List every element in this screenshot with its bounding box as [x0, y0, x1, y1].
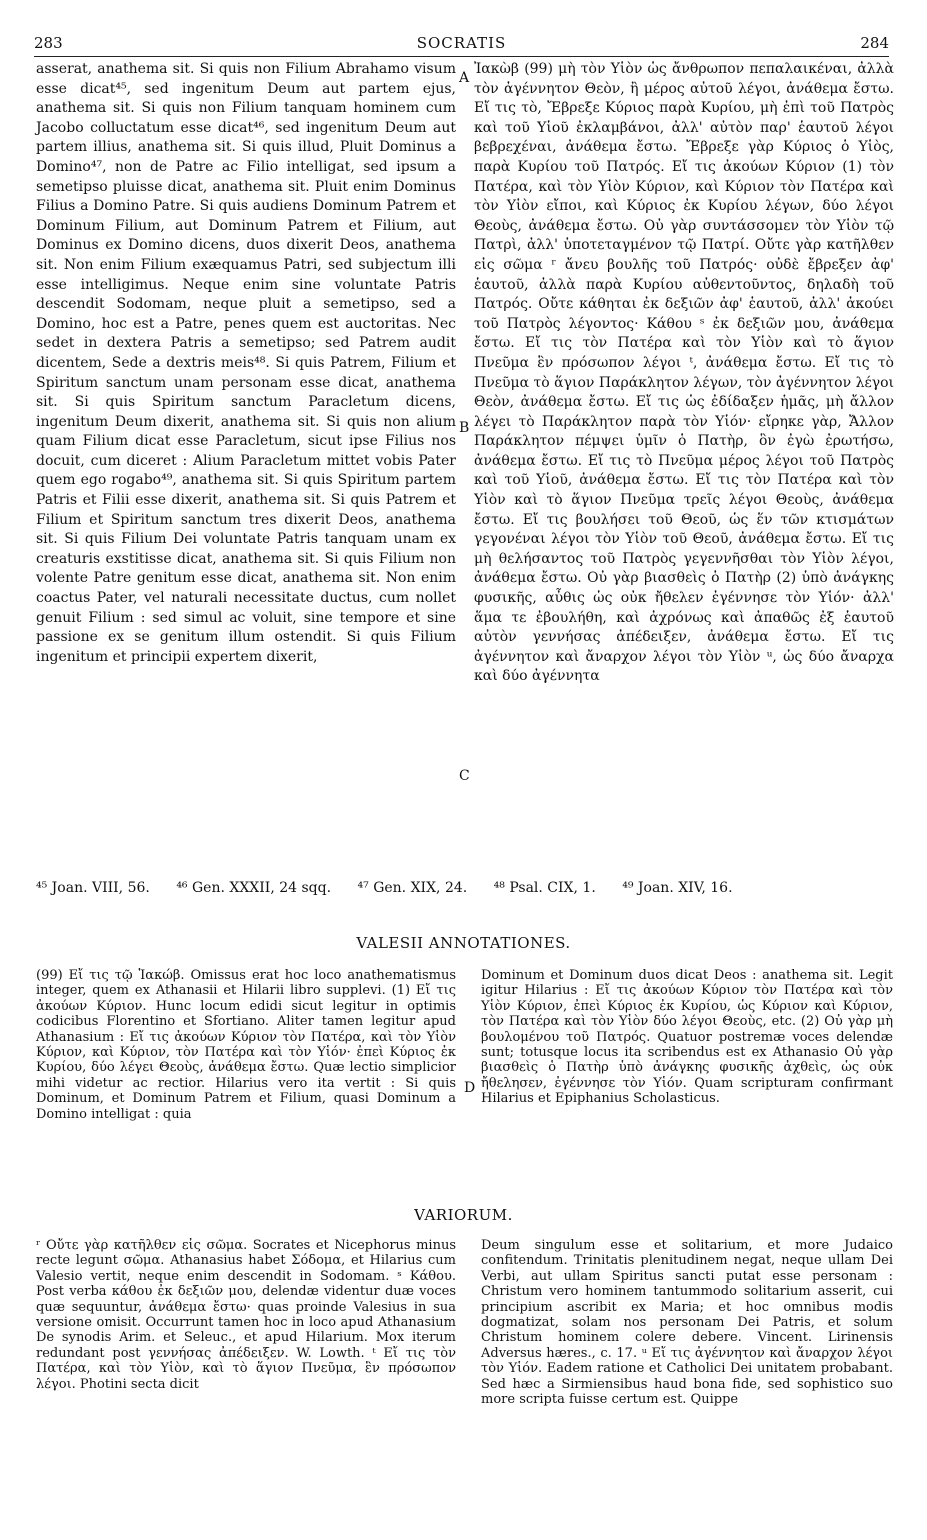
- variorum-left-column: [36, 1238, 456, 1392]
- footnote-49: ⁴⁹ Joan. XIV, 16.: [622, 880, 733, 896]
- valesii-right-column: [481, 968, 893, 1107]
- variorum-right-column: [481, 1238, 893, 1407]
- greek-column: [474, 60, 894, 687]
- greek-text: Ἰακὼβ (99) μὴ τὸν Υἱὸν ὡς ἄνθρωπον πεπαλαικέναι, ἀλλὰ τὸν ἀγέννητον Θεὸν, ἢ μέρος αὐτοῦ λέγοι, ἀνάθεμα ἔστω. Εἴ τις τὸ, Ἔβρεξε Κύριος παρὰ Κυρίου, μὴ ἐπὶ τοῦ Πατρὸς καὶ τοῦ Υἱοῦ ἐκλαμβάνοι, ἀλλ' αὐτὸν παρ' ἑαυτοῦ λέγοι βεβρεχέναι, ἀνάθεμα ἔστω. Ἔβρεξε γὰρ Κύριος ὁ Υἱὸς, παρὰ Κυρίου τοῦ Πατρός. Εἴ τις ἀκούων Κύριον (1) τὸν Πατέρα, καὶ τὸν Υἱὸν Κύριον, καὶ Κύριον τὸν Πατέρα καὶ τὸν Υἱὸν εἴποι, καὶ Κύριος ἐκ Κυρίου λέγων, δύο λέγοι Θεοὺς, ἀνάθεμα ἔστω. Οὐ γὰρ συντάσσομεν τὸν Υἱὸν τῷ Πατρὶ, ἀλλ' ὑποτεταγμένον τῷ Πατρί. Οὔτε γὰρ κατῆλθεν εἰς σῶμα ʳ ἄνευ βουλῆς τοῦ Πατρός· οὐδὲ ἔβρεξεν ἀφ' ἑαυτοῦ, ἀλλὰ παρὰ Κυρίου αὐθεντοῦντος, δηλαδὴ τοῦ Πατρός. Οὔτε κάθηται ἐκ δεξιῶν ἀφ' ἑαυτοῦ, ἀλλ' ἀκούει τοῦ Πατρὸς λέγοντος· Κάθου ˢ ἐκ δεξιῶν μου, ἀνάθεμα ἔστω. Εἴ τις τὸν Πατέρα καὶ τὸν Υἱὸν καὶ τὸ ἅγιον Πνεῦμα ἓν πρόσωπον λέγοι ᵗ, ἀνάθεμα ἔστω. Εἴ τις τὸ Πνεῦμα τὸ ἅγιον Παράκλητον λέγων, τὸν ἀγέννητον λέγοι Θεὸν, ἀνάθεμα ἔστω. Εἴ τις ὡς ἐδίδαξεν ἡμᾶς, μὴ ἄλλον λέγει τὸ Παράκλητον παρὰ τὸν Υἱόν· εἴρηκε γὰρ, Ἄλλον Παράκλητον πέμψει ὑμῖν ὁ Πατὴρ, ὃν ἐγὼ ἐρωτήσω, ἀνάθεμα ἔστω. Εἴ τις τὸ Πνεῦμα μέρος λέγοι τοῦ Πατρὸς καὶ τοῦ Υἱοῦ, ἀνάθεμα ἔστω. Εἴ τις τὸν Πατέρα καὶ τὸν Υἱὸν καὶ τὸ ἅγιον Πνεῦμα τρεῖς λέγοι Θεοὺς, ἀνάθεμα ἔστω. Εἴ τις βουλήσει τοῦ Θεοῦ, ὡς ἕν τῶν κτισμάτων γεγονέναι λέγοι τὸν Υἱὸν τοῦ Θεοῦ, ἀνάθεμα ἔστω. Εἴ τις μὴ θελήσαντος τοῦ Πατρὸς γεγεννῆσθαι τὸν Υἱὸν λέγοι, ἀνάθεμα ἔστω. Οὐ γὰρ βιασθεὶς ὁ Πατὴρ (2) ὑπὸ ἀνάγκης φυσικῆς, αὖθις ὡς οὐκ ἤθελεν ἐγέννησε τὸν Υἱόν· ἀλλ' ἅμα τε ἐβουλήθη, καὶ ἀχρόνως καὶ ἀπαθῶς ἐξ ἑαυτοῦ αὐτὸν γεννήσας ἀπέδειξεν, ἀνάθεμα ἔστω. Εἴ τις ἀγέννητον καὶ ἄναρχον λέγοι τὸν Υἱὸν ᵘ, ὡς δύο ἄναρχα καὶ δύο ἀγέννητα: [474, 61, 894, 685]
- valesii-left-column: [36, 968, 456, 1122]
- margin-letter-a: A: [459, 70, 470, 86]
- left-page-number: 283: [34, 34, 63, 52]
- footnote-46: ⁴⁶ Gen. XXXII, 24 sqq.: [176, 880, 332, 896]
- margin-letter-b: B: [459, 420, 470, 436]
- footnote-45: ⁴⁵ Joan. VIII, 56.: [36, 880, 150, 896]
- right-page-number: 284: [860, 34, 889, 52]
- running-header: [34, 34, 889, 56]
- valesii-left-text: (99) Εἴ τις τῷ Ἰακώβ. Omissus erat hoc loco anathematismus integer, quem ex Athanasii et Hilarii libro supplevi. (1) Εἴ τις ἀκούων Κύριον. Hunc locum edidi sicut legitur in optimis codicibus Florentino et Sfortiano. Aliter tamen legitur apud Athanasium : Εἴ τις ἀκούων Κύριον τὸν Πατέρα, καὶ τὸν Υἱὸν Κύριον, καὶ Κύριον, τὸν Πατέρα καὶ τὸν Υἱόν· ἐπεὶ Κύριος ἐκ Κυρίου, δύο λέγει Θεοὺς, ἀνάθεμα ἔστω. Quæ lectio simplicior mihi videtur ac rectior. Hilarius vero ita vertit : Si quis Dominum, et Dominum Patrem et Filium, quasi Dominum a Domino intelligat : quia: [36, 968, 456, 1122]
- margin-letter-d: D: [464, 1080, 476, 1096]
- footnote-48: ⁴⁸ Psal. CIX, 1.: [493, 880, 596, 896]
- running-title: SOCRATIS: [416, 34, 507, 52]
- valesii-heading: VALESII ANNOTATIONES.: [356, 934, 571, 952]
- latin-text: asserat, anathema sit. Si quis non Filium Abrahamo visum esse dicat⁴⁵, sed ingenitum Deum aut partem ejus, anathema sit. Si quis non Filium tanquam hominem cum Jacobo colluctatum esse dicat⁴⁶, sed ingenitum Deum aut partem illius, anathema sit. Si quis illud, Pluit Dominus a Domino⁴⁷, non de Patre ac Filio intelligat, sed ipsum a semetipso pluisse dicat, anathema sit. Pluit enim Dominus Filius a Domino Patre. Si quis audiens Dominum Patrem et Dominum Filium, aut Dominum Patrem et Filium, aut Dominus ex Domino dicens, duos dixerit Deos, anathema sit. Non enim Filium exæquamus Patri, sed subjectum illi esse intelligimus. Neque enim sine voluntate Patris descendit Sodomam, neque pluit a semetipso, sed a Domino, hoc est a Patre, penes quem est auctoritas. Nec sedet in dextera Patris a semetipso; sed Patrem audit dicentem, Sede a dextris meis⁴⁸. Si quis Patrem, Filium et Spiritum sanctum unam personam esse dicat, anathema sit. Si quis Spiritum sanctum Paracletum dicens, ingenitum Deum dixerit, anathema sit. Si quis non alium quam Filium dicat esse Paracletum, sicut ipse Filius nos docuit, cum diceret : Alium Paracletum mittet vobis Pater quem ego rogabo⁴⁹, anathema sit. Si quis Spiritum partem Patris et Filii esse dixerit, anathema sit. Si quis Patrem et Filium et Spiritum sanctum tres dixerit Deos, anathema sit. Si quis Filium Dei voluntate Patris tanquam unam ex creaturis exstitisse dicat, anathema sit. Si quis Filium non volente Patre genitum esse dicat, anathema sit. Non enim coactus Pater, vel naturali necessitate ductus, cum nollet genuit Filium : sed simul ac voluit, sine tempore et sine passione ex se genitum illum ostendit. Si quis Filium ingenitum et principii expertem dixerit,: [36, 61, 456, 665]
- variorum-right-text: Deum singulum esse et solitarium, et more Judaico confitendum. Trinitatis plenitudinem negat, neque ullam Dei Verbi, aut ullam Spiritus sancti putat esse personam : Christum vero hominem tantummodo solitarium asserit, cui principium ascribit ex Maria; et hoc omnibus modis dogmatizat, solam nos personam Dei Patris, et solum Christum hominem colere debere. Vincent. Lirinensis Adversus hæres., c. 17. ᵘ Εἴ τις ἀγέννητον καὶ ἄναρχον λέγοι τὸν Υἱόν. Eadem ratione et Catholici Dei unitatem probabant. Sed hæc a Sirmiensibus haud bona fide, sed sophistico suo more scripta fuisse certum est. Quippe: [481, 1238, 893, 1408]
- header-rule: [34, 56, 889, 57]
- footnotes: [36, 880, 896, 896]
- margin-letter-c: C: [459, 768, 470, 784]
- valesii-right-text: Dominum et Dominum duos dicat Deos : anathema sit. Legit igitur Hilarius : Εἴ τις ἀκούων Κύριον τὸν Πατέρα καὶ τὸν Υἱὸν Κύριον, ἐπεὶ Κύριος ἐκ Κυρίου, ὡς Κύριον καὶ Κύριον, τὸν Πατέρα καὶ τὸν Υἱὸν δύο λέγοι Θεοὺς, etc. (2) Οὐ γὰρ μὴ βουλομένου τοῦ Πατρός. Quatuor postremæ voces delendæ sunt; totusque locus ita scribendus est ex Athanasio Οὐ γὰρ βιασθεὶς ὁ Πατὴρ ὑπὸ ἀνάγκης φυσικῆς ἀχθεὶς, ὡς οὐκ ἤθελησεν, ἐγέννησε τὸν Υἱόν. Quam scripturam confirmant Hilarius et Epiphanius Scholasticus.: [481, 968, 893, 1107]
- variorum-left-text: ʳ Οὔτε γὰρ κατῆλθεν εἰς σῶμα. Socrates et Nicephorus minus recte legunt σῶμα. Athanasius habet Σόδομα, et Hilarius cum Valesio vertit, neque enim descendit in Sodomam. ˢ Κάθου. Post verba κάθου ἐκ δεξιῶν μου, delendæ videntur duæ voces quæ sequuntur, ἀνάθεμα ἔστω· quas proinde Valesius in sua versione omisit. Occurrunt tamen hoc in loco apud Athanasium De synodis Arim. et Seleuc., et apud Hilarium. Mox iterum redundant post γεννήσας ἀπέδειξεν. W. Lowth. ᵗ Εἴ τις τὸν Πατέρα, καὶ τὸν Υἱὸν, καὶ τὸ ἅγιον Πνεῦμα, ἓν πρόσωπον λέγοι. Photini secta dicit: [36, 1238, 456, 1392]
- variorum-heading: VARIORUM.: [414, 1206, 513, 1224]
- footnote-47: ⁴⁷ Gen. XIX, 24.: [357, 880, 468, 896]
- latin-column: [36, 60, 456, 667]
